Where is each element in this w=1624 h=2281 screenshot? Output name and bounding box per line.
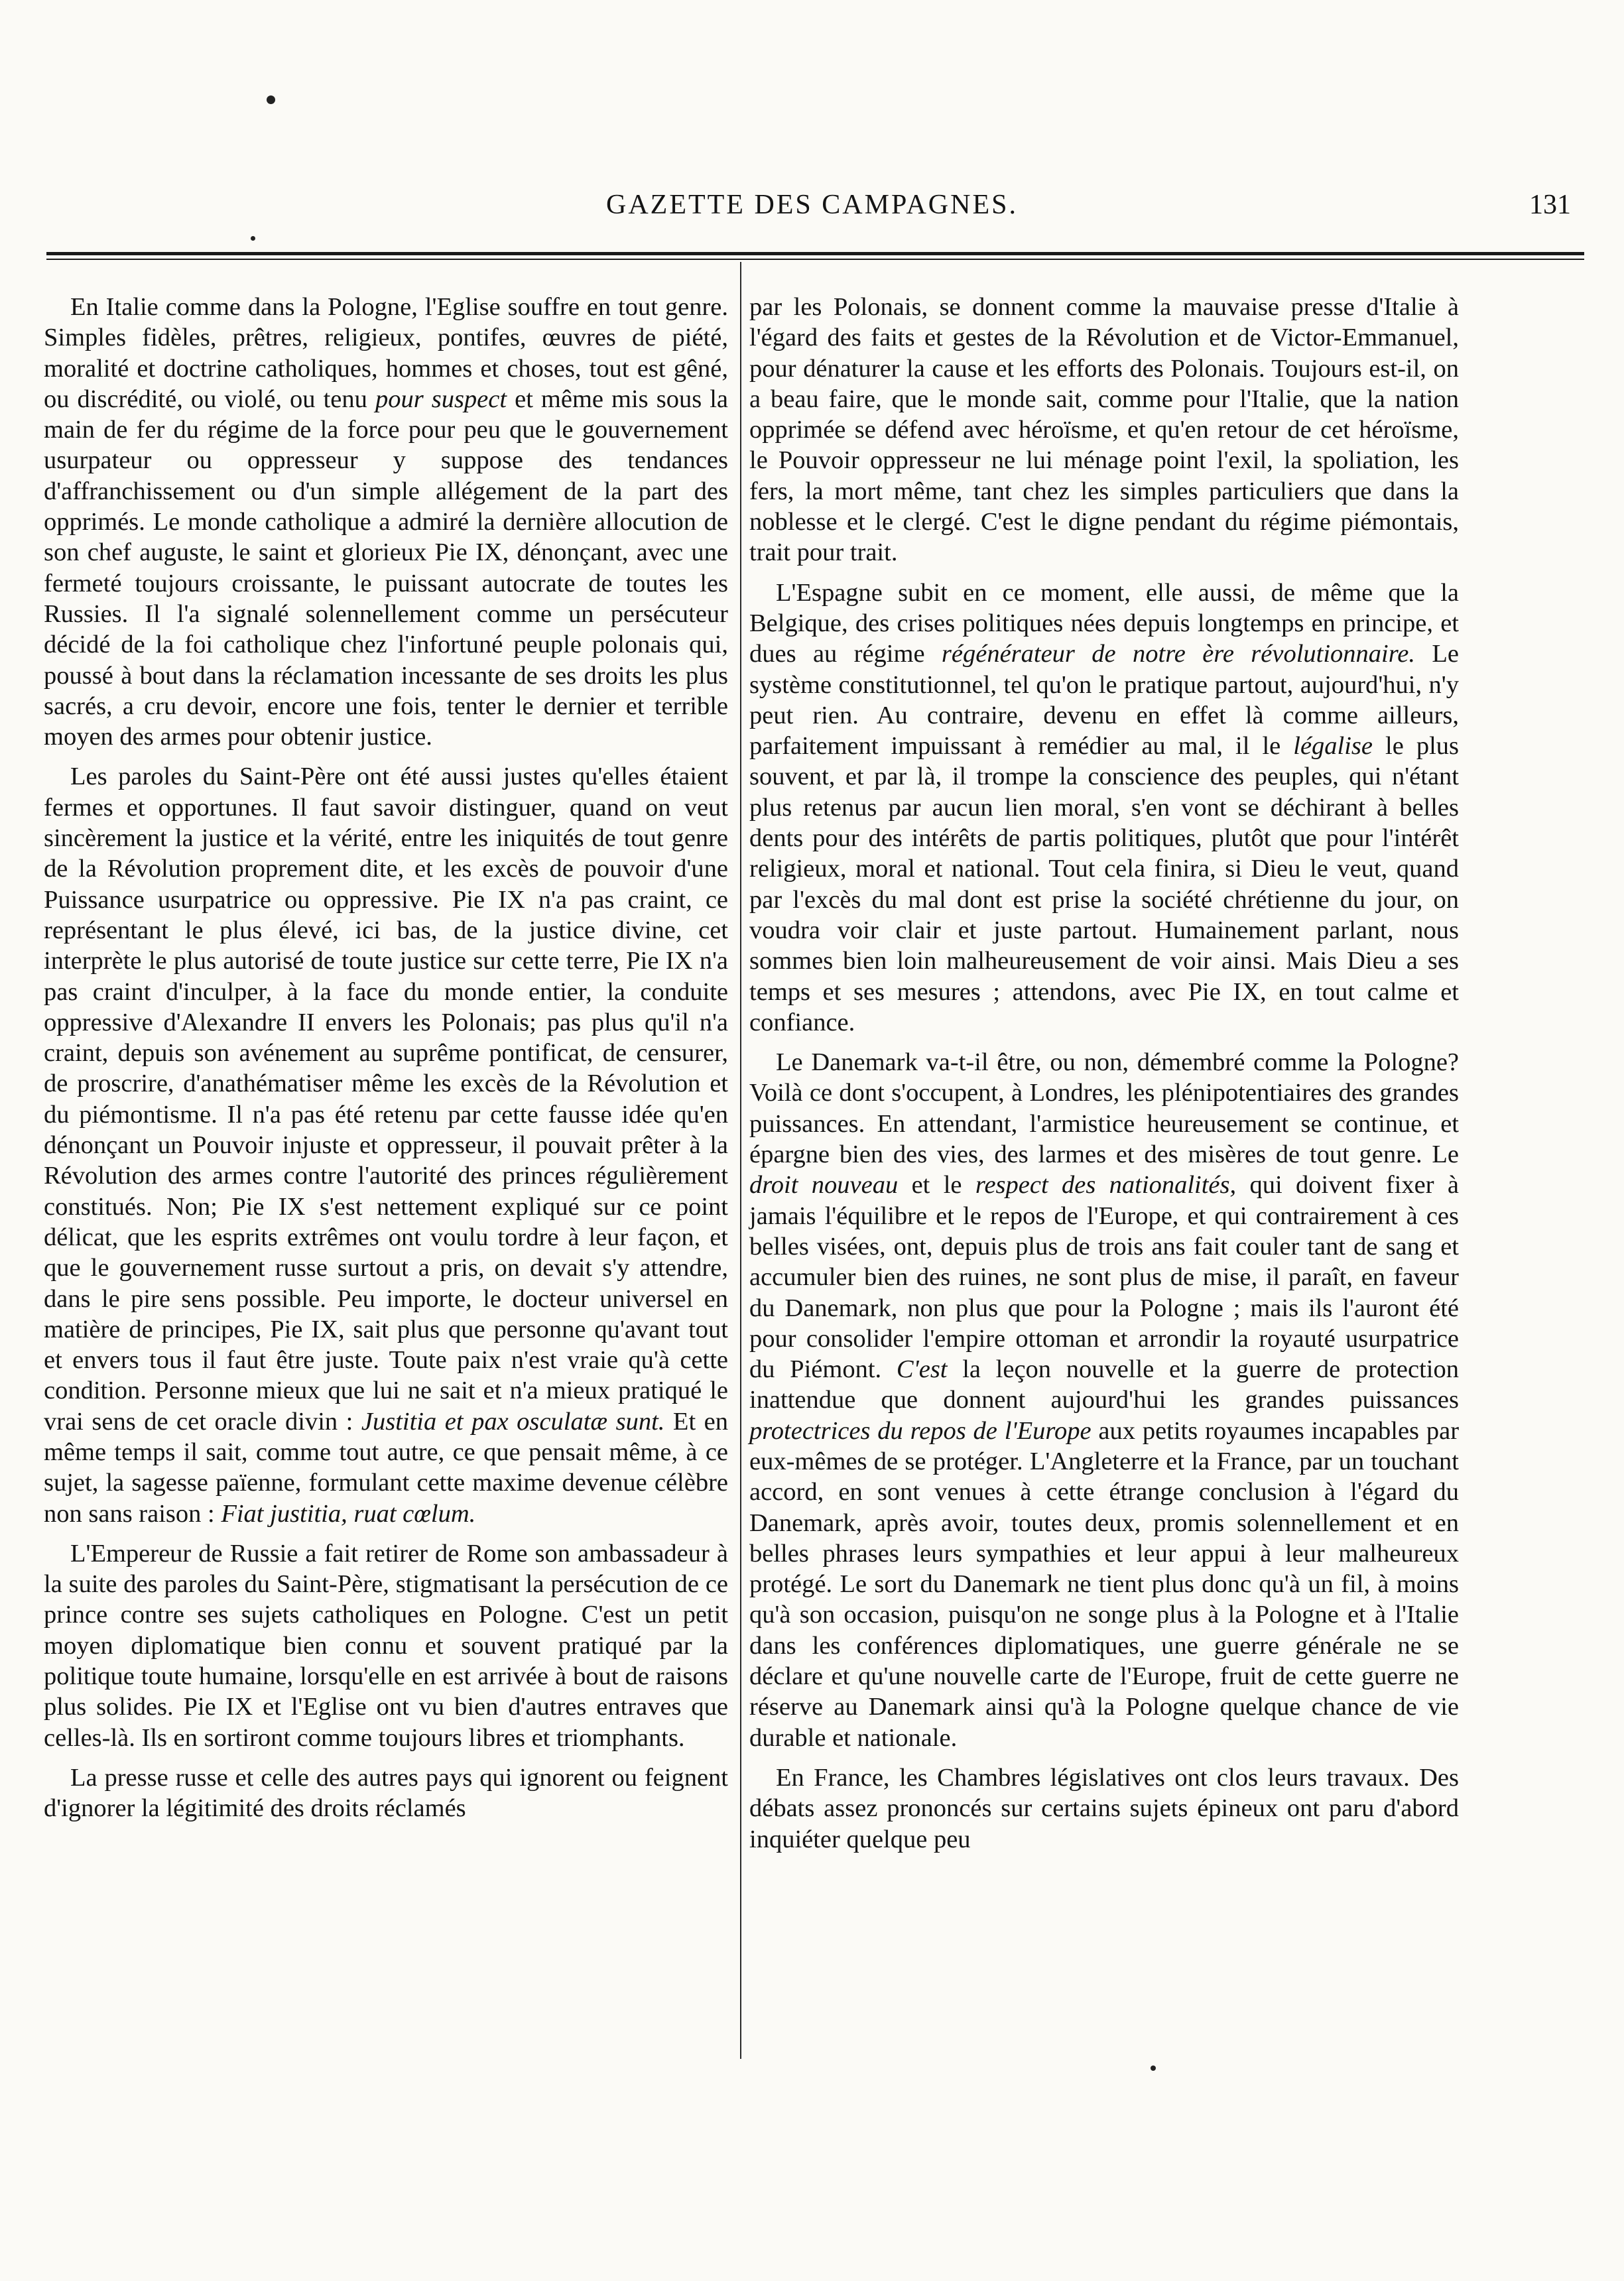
text-run: Et en même temps il sait, comme tout autre, ce que pensait même, à ce sujet, la sagesse païenne, formulant cette maxime devenue célèbre non sans raison : (44, 1407, 728, 1528)
text-run: aux petits royaumes incapables par eux-mêmes de se protéger. L'Angleterre et la France, par un touchant accord, en sont venues à cette étrange conclusion à l'égard du Danemark, après avoir, toutes deux, promis solennellement et en belles phrases leurs sympathies et leur appui à leur malheureux protégé. Le sort du Danemark ne tient plus donc qu'à un fil, à moins qu'à son occasion, puisqu'on ne songe plus à la Pologne et à l'Italie dans les conférences diplomatiques, une guerre générale ne se déclare et qu'une nouvelle carte de l'Europe, fruit de cette guerre ne réserve au Danemark ainsi qu'à la Pologne quelque chance de vie durable et nationale. (749, 1416, 1460, 1752)
italic-phrase: régénérateur de notre ère révolutionnaire. (941, 640, 1416, 668)
column-divider (740, 262, 741, 2059)
article-paragraph (44, 292, 728, 752)
article-paragraph (749, 292, 1459, 568)
italic-phrase: Fiat justitia, ruat cœlum. (221, 1499, 476, 1528)
italic-phrase: protectrices du repos de l'Europe (749, 1416, 1092, 1445)
right-column (749, 292, 1459, 1864)
text-run: L'Espagne subit en ce moment, elle aussi, de même que la Belgique, des crises politiques nées depuis longtemps en principe, et dues au régime (749, 578, 1459, 668)
text-run: la leçon nouvelle et la guerre de protection inattendue que donnent aujourd'hui les grandes puissances (749, 1355, 1459, 1414)
article-paragraph (44, 1538, 728, 1753)
text-run: En France, les Chambres législatives ont clos leurs travaux. Des débats assez prononcés sur certains sujets épineux ont paru d'abord inquiéter quelque peu (749, 1763, 1459, 1853)
running-header (40, 189, 1584, 235)
text-run: et le (898, 1171, 975, 1200)
text-run: En Italie comme dans la Pologne, l'Eglise souffre en tout genre. Simples fidèles, prêtres, religieux, pontifes, œuvres de piété, moralité et doctrine catholiques, hommes et choses, tout est gêné, ou discrédité, ou violé, ou tenu (44, 293, 728, 413)
left-column (44, 292, 728, 1833)
text-run: Le Danemark va-t-il être, ou non, démembré comme la Pologne? Voilà ce dont s'occupent, à Londres, les plénipotentiaires des grandes puissances. En attendant, l'armistice heureusement se continue, et épargne bien des vies, des larmes et des misères de tout genre. Le (749, 1048, 1459, 1169)
article-paragraph (44, 1762, 728, 1824)
italic-phrase: droit nouveau (749, 1171, 899, 1200)
print-speck (267, 95, 275, 104)
text-run: qui doivent fixer à jamais l'équilibre et le repos de l'Europe, et qui contrairement à ces belles visées, ont, depuis plus de trois ans fait couler tant de sang et accumuler bien des ruines, ne sont plus de mise, il paraît, en faveur du Danemark, non plus que pour la Pologne ; mais ils l'auront été pour consolider l'empire ottoman et arrondir la royauté usurpatrice du Piémont. (749, 1171, 1459, 1384)
italic-phrase: C'est (896, 1355, 948, 1384)
article-paragraph (749, 1047, 1459, 1753)
article-paragraph (749, 578, 1459, 1038)
italic-phrase: pour suspect (375, 385, 507, 413)
print-speck (251, 236, 255, 241)
text-run: Les paroles du Saint-Père ont été aussi justes qu'elles étaient fermes et opportunes. Il faut savoir distinguer, quand on veut sincèrement la justice et la vérité, entre les iniquités de tout genre de la Révolution proprement dite, et les excès de pouvoir d'une Puissance usurpatrice ou oppressive. Pie IX n'a pas craint, ce représentant le plus élevé, ici bas, de la justice divine, cet interprète le plus autorisé de toute justice sur cette terre, Pie IX n'a pas craint d'inculper, à la face du monde entier, la conduite oppressive d'Alexandre II envers les Polonais; pas plus qu'il n'a craint, depuis son avénement au suprême pontificat, de censurer, de proscrire, d'anathématiser même les excès de la Révolution et du piémontisme. Il n'a pas été retenu par cette fausse idée qu'en dénonçant un Pouvoir injuste et oppresseur, il pouvait prêter à la Révolution des armes contre l'autorité des princes régulièrement constitués. Non; Pie IX s'est nettement expliqué sur ce point délicat, que les esprits extrêmes ont voulu tordre à leur façon, et que le gouvernement russe surtout a pris, on devait s'y attendre, dans le pire sens possible. Peu importe, le docteur universel en matière de principes, Pie IX, sait plus que personne qu'avant tout et envers tous il faut être juste. Toute paix n'est vraie qu'à cette condition. Personne mieux que lui ne sait et n'a mieux pratiqué le vrai sens de cet oracle divin : (44, 763, 728, 1436)
page-number: 131 (1529, 190, 1571, 220)
article-paragraph (749, 1762, 1459, 1855)
publication-title: GAZETTE DES CAMPAGNES. (606, 190, 1018, 220)
italic-phrase: respect des nationalités, (975, 1171, 1237, 1200)
header-rule (46, 252, 1584, 255)
italic-phrase: légalise (1293, 732, 1373, 761)
text-run: par les Polonais, se donnent comme la mauvaise presse d'Italie à l'égard des faits et gestes de la Révolution et de Victor-Emmanuel, pour dénaturer la cause et les efforts des Polonais. Toujours est-il, on a beau faire, que le monde sait, comme pour l'Italie, que la nation opprimée se défend avec héroïsme, et qu'en retour de cet héroïsme, le Pouvoir oppresseur ne lui ménage point l'exil, la spoliation, les fers, la mort même, tant chez les simples particuliers que dans la noblesse et le clergé. C'est le digne pendant du régime piémontais, trait pour trait. (749, 293, 1459, 567)
header-rule-thin (46, 259, 1584, 260)
text-run: et même mis sous la main de fer du régime de la force pour peu que le gouvernement usurpateur ou oppresseur y suppose des tendances d'affranchissement ou d'un simple allégement de la part des opprimés. Le monde catholique a admiré la dernière allocution de son chef auguste, le saint et glorieux Pie IX, dénonçant, avec une fermeté toujours croissante, le puissant autocrate de toutes les Russies. Il l'a signalé solennellement comme un persécuteur décidé de la foi catholique chez l'infortuné peuple polonais qui, poussé à bout dans la réclamation incessante de ses droits les plus sacrés, a cru devoir, encore une fois, tenter le dernier et terrible moyen des armes pour obtenir justice. (44, 385, 729, 751)
text-run: le plus souvent, et par là, il trompe la conscience des peuples, qui n'étant plus retenus par aucun lien moral, s'en vont se déchirant à belles dents pour des intérêts de partis politiques, plutôt que pour l'intérêt religieux, moral et national. Tout cela finira, si Dieu le veut, quand par l'excès du mal dont est prise la société chrétienne du jour, on voudra voir clair et juste partout. Humainement parlant, nous sommes bien loin malheureusement de voir ainsi. Mais Dieu a ses temps et ses mesures ; attendons, avec Pie IX, en tout calme et confiance. (749, 732, 1459, 1036)
text-run: L'Empereur de Russie a fait retirer de Rome son ambassadeur à la suite des paroles du Saint-Père, stigmatisant la persécution de ce prince contre ses sujets catholiques en Pologne. C'est un petit moyen diplomatique bien connu et souvent pratiqué par la politique toute humaine, lorsqu'elle en est arrivée à bout de raisons plus solides. Pie IX et l'Eglise ont vu bien d'autres entraves que celles-là. Ils en sortiront comme toujours libres et triomphants. (44, 1539, 728, 1752)
text-run: La presse russe et celle des autres pays qui ignorent ou feignent d'ignorer la légitimité des droits réclamés (44, 1763, 728, 1823)
text-run: Le système constitutionnel, tel qu'on le pratique partout, aujourd'hui, n'y peut rien. Au contraire, devenu en effet là comme ailleurs, parfaitement impuissant à remédier au mal, il le (749, 640, 1459, 761)
italic-phrase: Justitia et pax osculatæ sunt. (361, 1407, 665, 1436)
print-speck (1151, 2065, 1156, 2071)
article-paragraph (44, 761, 728, 1528)
